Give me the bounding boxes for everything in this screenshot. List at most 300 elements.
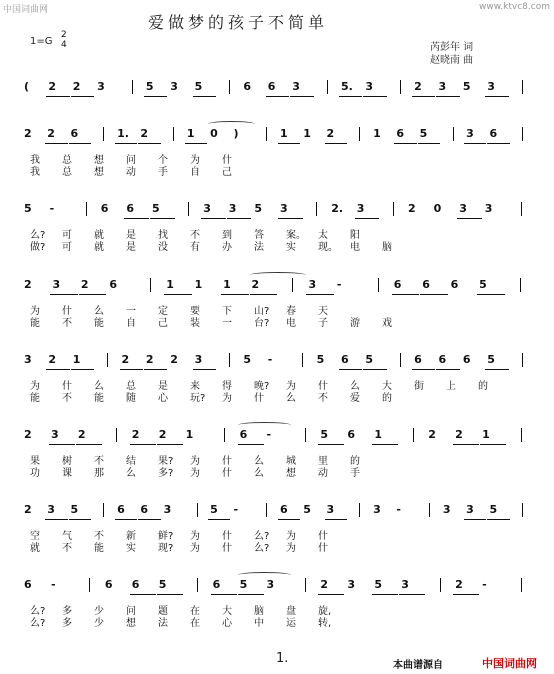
beam-underline: [46, 96, 69, 97]
lyric-syllable: 么: [94, 381, 104, 392]
lyric-syllable: 个: [158, 155, 168, 166]
note: 3: [163, 503, 172, 516]
lyric-syllable: 山?: [254, 306, 270, 317]
note: 3: [52, 278, 61, 291]
note: 1: [166, 278, 174, 291]
note: 3: [47, 503, 55, 516]
lyric-syllable: 么: [254, 468, 264, 479]
barline: [522, 353, 523, 367]
lyric-syllable: 要: [190, 306, 200, 317]
lyric-syllable: 为: [30, 306, 40, 317]
note: 2: [455, 578, 463, 591]
barline: [132, 80, 133, 94]
note: 3: [487, 80, 495, 93]
lyric-syllable: 是: [126, 242, 136, 253]
lyric-syllable: 找: [158, 230, 168, 241]
barline: [440, 578, 441, 592]
lyric-syllable: 就: [94, 242, 104, 253]
lyric-syllable: 晚?: [254, 381, 270, 392]
lyric-syllable: 现?: [158, 543, 174, 554]
note: 3: [347, 578, 356, 591]
note: 6: [70, 127, 79, 140]
beam-underline: [49, 444, 75, 445]
beam-underline: [266, 96, 289, 97]
barline: [103, 503, 104, 517]
lyric-syllable: 实: [126, 543, 136, 554]
note: 5: [158, 578, 167, 591]
lyric-syllable: 阳: [350, 230, 360, 241]
note: -: [336, 278, 342, 291]
note: 5: [489, 503, 498, 516]
lyric-syllable: 什: [222, 543, 232, 554]
lyric-syllable: 课: [62, 468, 72, 479]
note: 2: [24, 503, 32, 516]
lyric-syllable: 己: [222, 167, 232, 178]
beam-underline: [221, 294, 248, 295]
lyric-syllable: 来: [190, 381, 200, 392]
barline: [327, 80, 328, 94]
beam-underline: [193, 369, 216, 370]
lyric-syllable: 什: [222, 456, 232, 467]
lyric-syllable: 总: [126, 381, 136, 392]
beam-underline: [130, 444, 156, 445]
key-signature: 1=G: [30, 36, 53, 47]
beam-underline: [355, 218, 380, 219]
note: 2: [158, 428, 167, 441]
barline: [107, 353, 108, 367]
lyric-syllable: 就: [30, 543, 40, 554]
note: 5: [152, 202, 160, 215]
lyric-syllable: 实: [286, 242, 296, 253]
lyric-syllable: 街: [414, 381, 424, 392]
note: 5: [210, 503, 218, 516]
note: 2: [48, 80, 57, 93]
lyric-syllable: 手: [350, 468, 360, 479]
beam-underline: [306, 294, 333, 295]
note: 6: [280, 503, 288, 516]
lyric-syllable: 一: [126, 306, 136, 317]
note: 3: [292, 80, 300, 93]
lyric-syllable: 不: [94, 456, 104, 467]
beam-underline: [138, 519, 160, 520]
lyric-syllable: 想: [94, 155, 104, 166]
note: 1: [280, 127, 288, 140]
slur: [250, 272, 307, 278]
note: -: [482, 578, 487, 591]
note: 2: [251, 278, 260, 291]
lyric-syllable: 手: [158, 167, 168, 178]
beam-underline: [457, 218, 482, 219]
barline: [89, 578, 90, 592]
lyric-syllable: 己: [158, 318, 168, 329]
beam-underline: [412, 96, 435, 97]
lyric-syllable: 运: [286, 618, 296, 629]
note: 2: [320, 578, 329, 591]
lyric-syllable: 不: [62, 393, 72, 404]
lyric-syllable: 能: [94, 393, 104, 404]
beam-underline: [399, 594, 425, 595]
lyric-syllable: 么: [350, 381, 360, 392]
note: 3: [308, 278, 317, 291]
lyric-syllable: 答: [254, 230, 264, 241]
note: 6: [438, 353, 447, 366]
lyric-syllable: 多?: [158, 468, 174, 479]
lyric-syllable: 随: [126, 393, 136, 404]
lyric-syllable: 少: [94, 606, 104, 617]
beam-underline: [278, 218, 303, 219]
note: 3: [356, 202, 365, 215]
note: 5: [145, 80, 154, 93]
beam-underline: [394, 143, 416, 144]
note: 6: [212, 578, 221, 591]
beam-underline: [50, 294, 77, 295]
beam-underline: [420, 294, 447, 295]
barline: [305, 428, 306, 442]
note: 2.: [331, 202, 344, 215]
lyric-syllable: 大: [382, 381, 392, 392]
beam-underline: [318, 594, 344, 595]
lyric-syllable: 是: [158, 381, 168, 392]
lyric-syllable: 的: [350, 456, 360, 467]
barline: [316, 202, 317, 216]
note: 1: [482, 428, 490, 441]
beam-underline: [487, 519, 509, 520]
lyric-syllable: 果: [30, 456, 40, 467]
beam-underline: [144, 369, 167, 370]
note: 2: [145, 353, 154, 366]
note: 6: [117, 503, 125, 516]
note: 3: [373, 503, 381, 516]
lyric-syllable: 上: [446, 381, 456, 392]
lyric-syllable: 动: [126, 167, 136, 178]
time-signature-top: 2: [61, 30, 67, 40]
note: 2: [408, 202, 416, 215]
barline: [188, 202, 189, 216]
beam-underline: [290, 96, 313, 97]
beam-underline: [69, 143, 91, 144]
lyric-syllable: 气: [62, 531, 72, 542]
lyric-syllable: 不: [94, 531, 104, 542]
note: 0: [433, 202, 442, 215]
lyric-syllable: 子: [318, 318, 328, 329]
note: -: [266, 428, 272, 441]
lyric-syllable: 春: [286, 306, 296, 317]
note: 5: [239, 578, 248, 591]
beam-underline: [238, 444, 264, 445]
lyric-syllable: 功: [30, 468, 40, 479]
note: 6: [396, 127, 405, 140]
lyric-syllable: 为: [190, 543, 200, 554]
lyric-syllable: 为: [30, 381, 40, 392]
lyric-syllable: 心: [158, 393, 168, 404]
lyric-syllable: 不: [318, 393, 328, 404]
lyric-syllable: 什: [318, 381, 328, 392]
note: 6: [239, 428, 248, 441]
beam-underline: [124, 218, 149, 219]
lyric-syllable: 为: [190, 456, 200, 467]
beam-underline: [115, 519, 137, 520]
note: 2: [326, 127, 335, 140]
lyric-syllable: 下: [222, 306, 232, 317]
beam-underline: [238, 594, 264, 595]
beam-underline: [392, 294, 419, 295]
barline: [266, 127, 267, 141]
lyric-syllable: 电: [286, 318, 296, 329]
note: ): [233, 127, 239, 140]
note: 2: [428, 428, 436, 441]
beam-underline: [250, 294, 277, 295]
lyric-syllable: 少: [94, 618, 104, 629]
lyric-syllable: 题: [158, 606, 168, 617]
beam-underline: [412, 369, 435, 370]
lyric-syllable: 什: [62, 306, 72, 317]
lyric-syllable: 那: [94, 468, 104, 479]
lyricist-credit: 芮彭年 词: [430, 42, 474, 53]
beam-underline: [436, 96, 459, 97]
lyric-syllable: 果?: [158, 456, 174, 467]
lyric-syllable: 在: [190, 606, 200, 617]
lyric-syllable: 大: [222, 606, 232, 617]
beam-underline: [480, 444, 506, 445]
beam-underline: [45, 143, 67, 144]
note: 1.: [117, 127, 129, 140]
lyric-syllable: 不: [190, 230, 200, 241]
barline: [229, 80, 230, 94]
note: 5: [243, 353, 252, 366]
lyric-syllable: 鲜?: [158, 531, 174, 542]
note: 3: [97, 80, 105, 93]
barline: [103, 127, 104, 141]
barline: [150, 278, 151, 292]
slur: [238, 422, 292, 428]
source-brand: 中国词曲网: [482, 657, 537, 670]
barline: [292, 278, 293, 292]
barline: [520, 278, 521, 292]
note: 2: [170, 353, 178, 366]
barline: [266, 503, 267, 517]
barline: [522, 80, 523, 94]
beam-underline: [79, 294, 106, 295]
lyric-syllable: 自: [190, 167, 200, 178]
lyric-syllable: 城: [286, 456, 296, 467]
note: 2: [72, 80, 81, 93]
note: 6: [267, 80, 276, 93]
lyric-syllable: 案。: [286, 230, 306, 241]
note: 1: [194, 278, 203, 291]
note: 2: [77, 428, 86, 441]
lyric-syllable: 能: [94, 543, 104, 554]
lyric-syllable: 有: [190, 242, 200, 253]
note: 5: [320, 428, 329, 441]
note: -: [49, 202, 55, 215]
lyric-syllable: 盘: [286, 606, 296, 617]
lyric-syllable: 不: [62, 543, 72, 554]
lyric-syllable: 的: [382, 393, 392, 404]
lyric-syllable: 新: [126, 531, 136, 542]
note: 3: [194, 353, 203, 366]
barline: [521, 578, 522, 592]
note: 6: [109, 278, 117, 291]
barline: [229, 353, 230, 367]
lyric-syllable: 么?: [30, 618, 46, 629]
note: 3: [442, 503, 451, 516]
beam-underline: [157, 594, 183, 595]
lyric-syllable: 可: [62, 242, 72, 253]
lyric-syllable: 么: [286, 393, 296, 404]
beam-underline: [185, 143, 207, 144]
lyric-syllable: 在: [190, 618, 200, 629]
beam-underline: [201, 218, 226, 219]
lyric-syllable: 电: [350, 242, 360, 253]
lyric-syllable: 什: [222, 468, 232, 479]
lyric-syllable: 装: [190, 318, 200, 329]
lyric-syllable: 为: [190, 468, 200, 479]
lyric-syllable: 为: [286, 531, 296, 542]
beam-underline: [453, 444, 479, 445]
lyric-syllable: 么: [94, 306, 104, 317]
lyric-syllable: 什: [222, 531, 232, 542]
note: 5: [303, 503, 311, 516]
lyric-syllable: 么: [126, 468, 136, 479]
lyric-syllable: 到: [222, 230, 232, 241]
beam-underline: [150, 218, 175, 219]
beam-underline: [130, 594, 156, 595]
beam-underline: [487, 143, 509, 144]
lyric-syllable: 转,: [318, 618, 332, 629]
barline: [86, 202, 87, 216]
lyric-syllable: 么?: [30, 606, 46, 617]
lyric-syllable: 想: [94, 167, 104, 178]
note: 5: [194, 80, 203, 93]
lyric-syllable: 为: [286, 381, 296, 392]
lyric-syllable: 办: [222, 242, 232, 253]
beam-underline: [363, 96, 386, 97]
note: -: [50, 578, 56, 591]
lyric-syllable: 问: [126, 155, 136, 166]
note: 6: [340, 353, 349, 366]
note: -: [396, 503, 401, 516]
note: 6: [131, 578, 140, 591]
note: -: [267, 353, 273, 366]
lyric-syllable: 我: [30, 167, 40, 178]
barline: [522, 127, 523, 141]
lyric-syllable: 想: [126, 618, 136, 629]
beam-underline: [120, 369, 143, 370]
lyric-syllable: 中: [254, 618, 264, 629]
barline: [521, 202, 522, 216]
note: 3: [203, 202, 211, 215]
beam-underline: [318, 444, 344, 445]
barline: [224, 428, 225, 442]
source-label: 本曲谱源自: [393, 660, 443, 671]
lyric-syllable: 的: [478, 381, 488, 392]
note: 5: [374, 578, 382, 591]
lyric-syllable: 树: [62, 456, 72, 467]
note: 1: [303, 127, 311, 140]
note: (: [24, 80, 30, 93]
beam-underline: [193, 96, 216, 97]
note: 6: [243, 80, 252, 93]
lyric-syllable: 自: [126, 318, 136, 329]
note: 1: [223, 278, 231, 291]
barline: [197, 503, 198, 517]
note: 3: [466, 503, 474, 516]
beam-underline: [45, 519, 67, 520]
lyric-syllable: 想: [286, 468, 296, 479]
lyric-syllable: 定: [158, 306, 168, 317]
beam-underline: [464, 143, 486, 144]
lyric-syllable: 能: [94, 318, 104, 329]
beam-underline: [71, 96, 94, 97]
barline: [359, 127, 360, 141]
note: 3: [170, 80, 178, 93]
lyric-syllable: 结: [126, 456, 136, 467]
beam-underline: [76, 444, 102, 445]
beam-underline: [325, 143, 347, 144]
beam-underline: [46, 369, 69, 370]
lyric-syllable: 心: [222, 618, 232, 629]
slur: [208, 121, 255, 127]
note: 1: [374, 428, 382, 441]
note: 0: [210, 127, 218, 140]
barline: [302, 353, 303, 367]
note: 6: [450, 278, 459, 291]
note: 5: [487, 353, 495, 366]
note: 6: [393, 278, 402, 291]
watermark-left: 中国词曲网: [3, 5, 49, 15]
barline: [521, 428, 522, 442]
note: 5: [254, 202, 263, 215]
lyric-syllable: 为: [190, 531, 200, 542]
beam-underline: [138, 143, 160, 144]
note: 2: [80, 278, 89, 291]
note: 5: [24, 202, 32, 215]
beam-underline: [372, 444, 398, 445]
beam-underline: [363, 369, 386, 370]
lyric-syllable: 能: [30, 393, 40, 404]
lyric-syllable: 么?: [254, 531, 270, 542]
note: 3: [280, 202, 288, 215]
note: 6: [140, 503, 149, 516]
lyric-syllable: 什: [254, 393, 264, 404]
lyric-syllable: 多: [62, 606, 72, 617]
note: 5: [419, 127, 428, 140]
lyric-syllable: 多: [62, 618, 72, 629]
beam-underline: [485, 96, 508, 97]
barline: [400, 353, 401, 367]
lyric-syllable: 什: [318, 543, 328, 554]
note: 3: [365, 80, 373, 93]
note: 5: [365, 353, 373, 366]
lyric-syllable: 为: [286, 543, 296, 554]
lyric-syllable: 得: [222, 381, 232, 392]
lyric-syllable: 么?: [254, 543, 270, 554]
barline: [429, 503, 430, 517]
lyric-syllable: 不: [62, 318, 72, 329]
lyric-syllable: 动: [318, 468, 328, 479]
note: 6: [104, 578, 113, 591]
note: 6: [489, 127, 498, 140]
song-title: 爱做梦的孩子不简单: [148, 13, 329, 32]
lyric-syllable: 为: [222, 393, 232, 404]
lyric-syllable: 脑: [254, 606, 264, 617]
lyric-syllable: 空: [30, 531, 40, 542]
lyric-syllable: 里: [318, 456, 328, 467]
note: 3: [24, 353, 32, 366]
note: 6: [462, 353, 471, 366]
barline: [400, 80, 401, 94]
beam-underline: [325, 519, 347, 520]
